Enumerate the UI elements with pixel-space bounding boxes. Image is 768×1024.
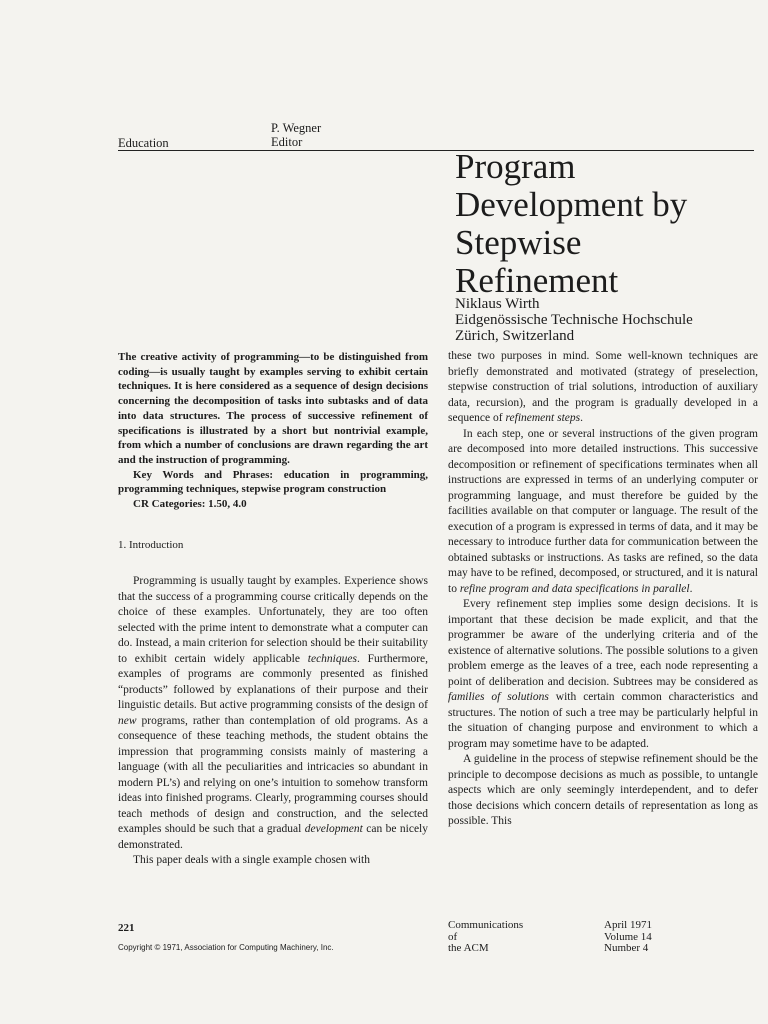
right-column xyxy=(448,349,758,830)
left-column xyxy=(118,350,428,869)
cr-categories: CR Categories: 1.50, 4.0 xyxy=(133,498,247,511)
keywords: Key Words and Phrases: education in programming, programming techniques, stepwise program construction xyxy=(118,468,428,496)
editor-role: Editor xyxy=(271,135,303,149)
page-number: 221 xyxy=(118,922,135,934)
title-line: Development by xyxy=(455,185,688,224)
body-paragraph: A guideline in the process of stepwise refinement should be the principle to decompose decisions as much as possible, to untangle aspects which are only seemingly interdependent, and to defer those decisions which concern details of representation as long as possible. This xyxy=(448,753,758,827)
section-label: Education xyxy=(118,136,169,150)
intro-paragraph-2: This paper deals with a single example chosen with xyxy=(133,854,370,867)
section-heading: 1. Introduction xyxy=(118,538,184,551)
title-line: Program xyxy=(455,147,576,186)
abstract-text: The creative activity of programming—to be distinguished from coding—is usually taught by examples serving to exhibit certain techniques. It is here considered as a sequence of design decisions concerning the decomposition of tasks into subtasks and of data into data structures. The process of successive refinement of specifications is illustrated by a short but nontrivial example, from which a number of conclusions are drawn regarding the art and the instruction of programming. xyxy=(118,351,428,466)
author-location: Zürich, Switzerland xyxy=(455,328,575,344)
journal-line: of xyxy=(448,930,458,943)
author-block xyxy=(455,296,693,344)
body-paragraph: In each step, one or several instructions of the given program are decomposed into more detailed instructions. This successive decomposition or refinement of specifications terminates when all instructions are expressed in terms of an underlying computer or programming language, and must therefore be guided by the facilities available on that computer or language. The result of the execution of a program is expressed in terms of data, and it may be necessary to introduce further data for communication between the obtained subtasks or instructions. As tasks are refined, so the data may have to be refined, decomposed, or structured, and it is natural to refine program and data specifications in parallel. xyxy=(448,427,758,595)
issue-line: April 1971 xyxy=(604,919,652,931)
article-title xyxy=(455,148,687,300)
editor-name: P. Wegner xyxy=(271,121,322,135)
journal-line: Communications xyxy=(448,919,524,931)
author-affiliation: Eidgenössische Technische Hochschule xyxy=(455,312,693,328)
journal-line: the ACM xyxy=(448,942,489,954)
author-name: Niklaus Wirth xyxy=(455,296,540,312)
body-paragraph: Every refinement step implies some design decisions. It is important that these decision be made explicit, and that the programmer be aware of the underlying criteria and of the existence of alternative solutions. The possible solutions to a given problem emerge as the leaves of a tree, each node representing a point of deliberation and decision. Subtrees may be considered as families of solutions with certain common characteristics and structures. The notion of such a tree may be particularly helpful in the situation of changing purpose and environment to which a program may sometime have to be adapted. xyxy=(448,598,758,750)
title-line: Refinement xyxy=(455,261,619,300)
editor-block xyxy=(271,121,321,149)
issue-line: Number 4 xyxy=(604,942,649,954)
title-line: Stepwise xyxy=(455,223,582,262)
copyright-notice: Copyright © 1971, Association for Computing Machinery, Inc. xyxy=(118,943,334,952)
body-paragraph: these two purposes in mind. Some well-known techniques are briefly demonstrated and motivated (strategy of preselection, stepwise construction of trial solutions, introduction of auxiliary data, recursion), and the program is gradually developed in a sequence of refinement steps. xyxy=(448,350,758,424)
journal-name xyxy=(448,920,523,955)
issue-line: Volume 14 xyxy=(604,930,652,943)
intro-paragraph: Programming is usually taught by examples. Experience shows that the success of a programming course critically depends on the choice of these examples. Unfortunately, they are too often selected with the prime intent to demonstrate what a computer can do. Instead, a main criterion for selection should be their suitability to exhibit certain widely applicable techniques. Furthermore, examples of programs are commonly presented as finished “products” followed by explanations of their purpose and their linguistic details. But active programming consists of the design of new programs, rather than contemplation of old programs. As a consequence of these teaching methods, the student obtains the impression that programming consists mainly of mastering a language (with all the peculiarities and intricacies so abundant in modern PL’s) and relying on one’s intuition to somehow transform ideas into finished programs. Clearly, programming courses should teach methods of design and construction, and the selected examples should be such that a gradual development can be nicely demonstrated. xyxy=(118,575,429,851)
abstract xyxy=(118,350,428,512)
issue-info xyxy=(604,920,652,955)
